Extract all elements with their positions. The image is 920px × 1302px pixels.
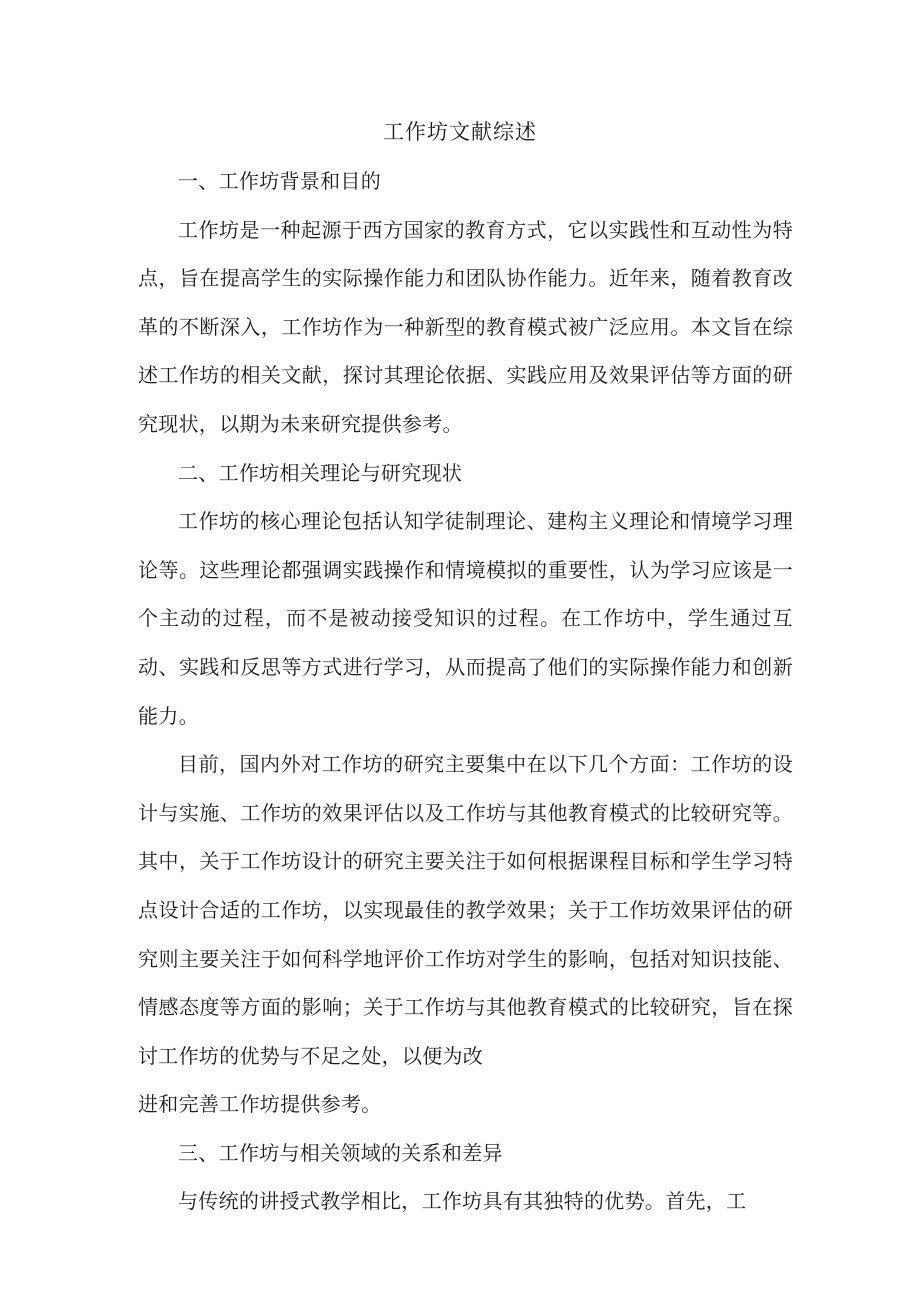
document-body — [138, 157, 793, 1226]
document-title: 工作坊文献综述 — [383, 120, 537, 144]
section-heading-3: 三、工作坊与相关领域的关系和差异 — [178, 1140, 503, 1165]
paragraph-comparison: 与传统的讲授式教学相比，工作坊具有其独特的优势。首先，工 — [178, 1189, 747, 1214]
paragraph-background: 工作坊是一种起源于西方国家的教育方式，它以实践性和互动性为特点，旨在提高学生的实际操作能力和团队协作能力。近年来，随着教育改革的不断深入，工作坊作为一种新型的教育模式被广泛应用。本文旨在综述工作坊的相关文献，探讨其理论依据、实践应用及效果评估等方面的研究现状，以期为未来研究提供参考。 — [138, 217, 793, 436]
paragraph-continuation: 进和完善工作坊提供参考。 — [138, 1092, 382, 1117]
paragraph-research-status: 目前，国内外对工作坊的研究主要集中在以下几个方面：工作坊的设计与实施、工作坊的效果评估以及工作坊与其他教育模式的比较研究等。其中，关于工作坊设计的研究主要关注于如何根据课程目标和学生学习特点设计合适的工作坊，以实现最佳的教学效果；关于工作坊效果评估的研究则主要关注于如何科学地评价工作坊对学生的影响，包括对知识技能、情感态度等方面的影响；关于工作坊与其他教育模式的比较研究，旨在探讨工作坊的优势与不足之处，以便为改 — [138, 752, 793, 1068]
paragraph-theory: 工作坊的核心理论包括认知学徒制理论、建构主义理论和情境学习理论等。这些理论都强调实践操作和情境模拟的重要性，认为学习应该是一个主动的过程，而不是被动接受知识的过程。在工作坊中，学生通过互动、实践和反思等方式进行学习，从而提高了他们的实际操作能力和创新能力。 — [138, 509, 793, 728]
section-heading-2: 二、工作坊相关理论与研究现状 — [178, 460, 463, 485]
section-heading-1: 一、工作坊背景和目的 — [178, 169, 381, 193]
